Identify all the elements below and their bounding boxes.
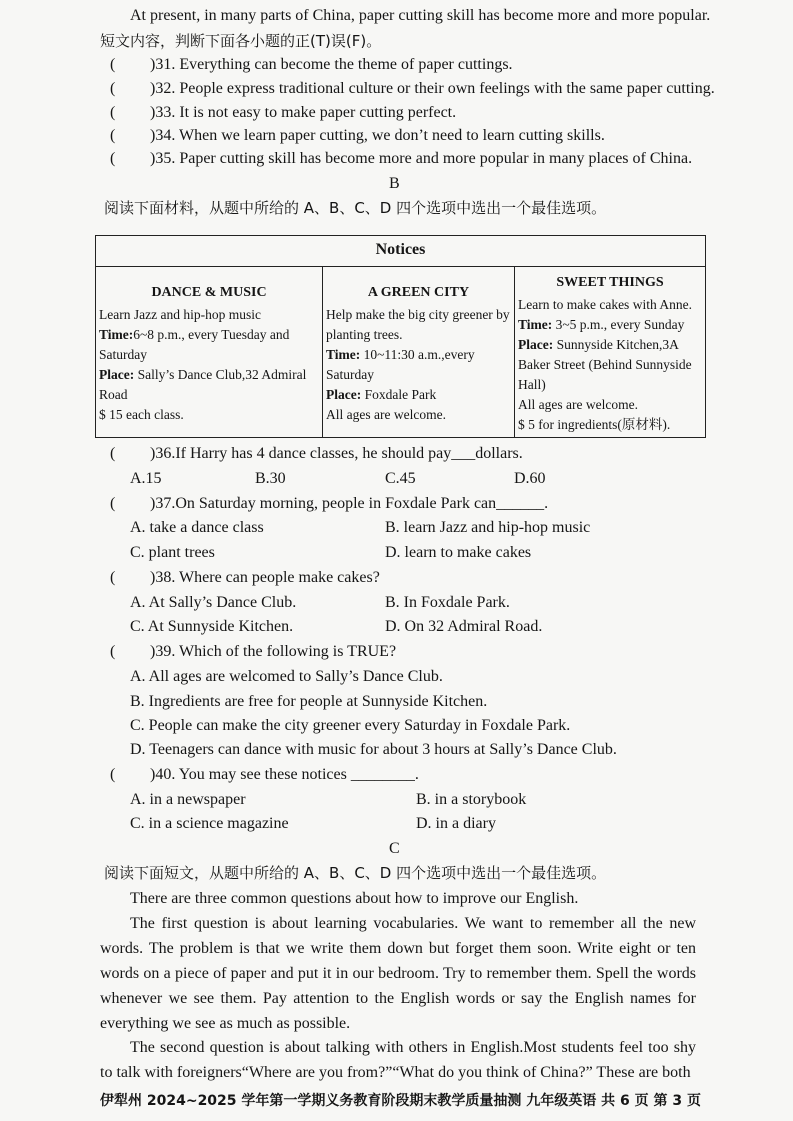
notice-green-heading: A GREEN CITY	[367, 285, 470, 300]
q40-option-d: D. in a diary	[416, 815, 496, 832]
section-c-instruction: 阅读下面短文，从题中所给的 A、B、C、D 四个选项中选出一个最佳选项。	[104, 864, 607, 882]
notice-sweet-heading: SWEET THINGS	[556, 275, 664, 290]
notice-dance-place: Place: Sally’s Dance Club,32 Admiral Road	[99, 367, 307, 402]
notice-green-place: Place: Foxdale Park	[326, 387, 437, 402]
notice-sweet-time: Time: 3~5 p.m., every Sunday	[518, 317, 685, 332]
question-33: ( )33. It is not easy to make paper cutting perfect.	[110, 104, 457, 121]
question-32: ( )32. People express traditional culture or their own feelings with the same paper cutting.	[110, 80, 715, 97]
q38-option-d: D. On 32 Admiral Road.	[385, 618, 543, 635]
notice-dance-time: Time:6~8 p.m., every Tuesday and Saturday	[99, 327, 290, 362]
notice-green	[323, 267, 515, 438]
question-38: ( )38. Where can people make cakes?	[110, 569, 380, 586]
q40-option-c: C. in a science magazine	[130, 815, 289, 832]
passage-paragraph-3: The second question is about talking with others in English.Most students feel too shy to talk with foreigners“Where are you from?”“What do you think of China?” These are both	[100, 1039, 696, 1081]
q38-option-a: A. At Sally’s Dance Club.	[130, 594, 297, 611]
question-31: ( )31. Everything can become the theme of paper cuttings.	[110, 56, 513, 73]
q40-option-a: A. in a newspaper	[130, 791, 246, 808]
notice-sweet-place: Place: Sunnyside Kitchen,3A Baker Street (Behind Sunnyside Hall)	[518, 337, 692, 392]
section-b-letter: B	[389, 175, 400, 192]
notice-dance-desc: Learn Jazz and hip-hop music	[99, 307, 261, 322]
passage-paragraph-2: The first question is about learning vocabularies. We want to remember all the new words. The problem is that we write them down but forget them soon. Write eight or ten words on a piece of paper and put it in our bedroom. Try to remember them. Spell the words whenever we see them. Pay attention to the English words or say the English names for everything we see as much as possible.	[100, 915, 696, 1032]
tf-instruction: 短文内容，判断下面各小题的正(T)误(F)。	[100, 32, 382, 50]
notice-green-time: Time: 10~11:30 a.m.,every Saturday	[326, 347, 475, 382]
q37-option-c: C. plant trees	[130, 544, 215, 561]
intro-line: At present, in many parts of China, paper cutting skill has become more and more popular.	[130, 7, 711, 24]
q36-option-c: C.45	[385, 470, 416, 487]
question-40: ( )40. You may see these notices ________.	[110, 766, 419, 783]
notice-dance	[96, 267, 323, 438]
q36-option-d: D.60	[514, 470, 546, 487]
notices-title: Notices	[96, 236, 706, 267]
question-36: ( )36.If Harry has 4 dance classes, he should pay___dollars.	[110, 445, 523, 462]
q39-option-b: B. Ingredients are free for people at Sunnyside Kitchen.	[130, 693, 488, 710]
passage-paragraph-1: There are three common questions about how to improve our English.	[130, 890, 579, 907]
question-37: ( )37.On Saturday morning, people in Foxdale Park can______.	[110, 495, 549, 512]
notice-dance-price: $ 15 each class.	[99, 407, 184, 422]
q36-option-a: A.15	[130, 470, 162, 487]
section-b-instruction: 阅读下面材料，从题中所给的 A、B、C、D 四个选项中选出一个最佳选项。	[104, 199, 607, 217]
notice-dance-heading: DANCE & MUSIC	[151, 285, 267, 300]
q37-option-d: D. learn to make cakes	[385, 544, 532, 561]
q40-option-b: B. in a storybook	[416, 791, 527, 808]
q39-option-d: D. Teenagers can dance with music for about 3 hours at Sally’s Dance Club.	[130, 741, 617, 758]
notice-sweet-ages: All ages are welcome.	[518, 397, 638, 412]
q37-option-a: A. take a dance class	[130, 519, 264, 536]
section-c-letter: C	[389, 840, 400, 857]
notices-table	[95, 235, 706, 438]
q37-option-b: B. learn Jazz and hip-hop music	[385, 519, 591, 536]
page-footer: 伊犁州 2024~2025 学年第一学期义务教育阶段期末教学质量抽测 九年级英语 共 6 页 第 3 页	[100, 1093, 702, 1109]
q38-option-c: C. At Sunnyside Kitchen.	[130, 618, 294, 635]
q36-option-b: B.30	[255, 470, 286, 487]
notice-green-desc: Help make the big city greener by planting trees.	[326, 307, 510, 342]
notice-sweet-price: $ 5 for ingredients(原材料).	[518, 417, 671, 432]
question-39: ( )39. Which of the following is TRUE?	[110, 643, 397, 660]
question-34: ( )34. When we learn paper cutting, we don’t need to learn cutting skills.	[110, 127, 605, 144]
question-35: ( )35. Paper cutting skill has become more and more popular in many places of China.	[110, 150, 693, 167]
notice-green-ages: All ages are welcome.	[326, 407, 446, 422]
q38-option-b: B. In Foxdale Park.	[385, 594, 510, 611]
notice-sweet-desc: Learn to make cakes with Anne.	[518, 297, 692, 312]
q39-option-a: A. All ages are welcomed to Sally’s Dance Club.	[130, 668, 443, 685]
q39-option-c: C. People can make the city greener every Saturday in Foxdale Park.	[130, 717, 571, 734]
notice-sweet	[515, 267, 706, 438]
